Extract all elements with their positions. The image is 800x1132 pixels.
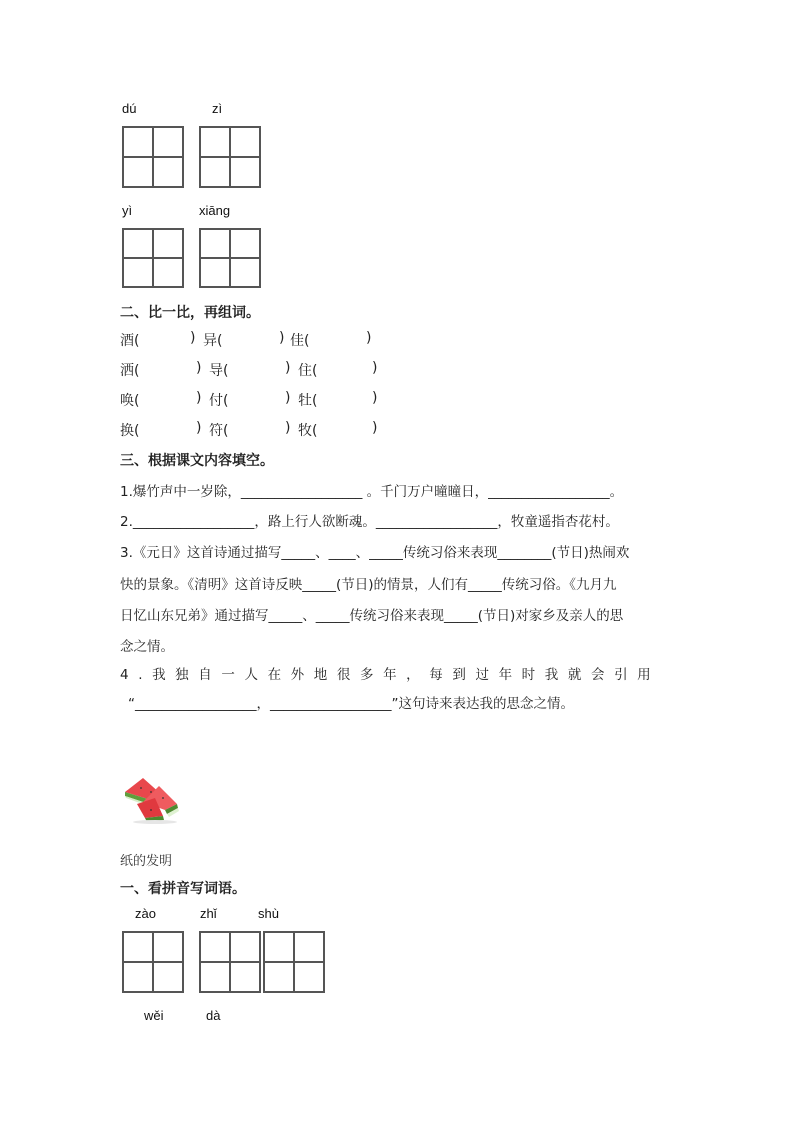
pinyin-zhi: zhǐ (200, 906, 217, 921)
fill-line: 念之情。 (120, 639, 174, 655)
blank-close[interactable]: ) (279, 330, 285, 346)
writing-grid[interactable] (199, 931, 261, 993)
pinyin-wei: wěi (144, 1008, 164, 1023)
blank-close[interactable]: ) (196, 420, 202, 436)
compare-char: 符( (209, 423, 229, 439)
fill-line[interactable]: “__________________，__________________”这句诗来表达我的思念之情。 (128, 696, 574, 712)
blank-close[interactable]: ) (285, 420, 291, 436)
fill-line[interactable]: 3.《元日》这首诗通过描写_____、____、_____传统习俗来表现________(节日)热闹欢 (120, 545, 630, 561)
compare-char: 住( (298, 363, 318, 379)
pinyin-yi: yì (122, 203, 133, 218)
fill-line[interactable]: 快的景象。《清明》这首诗反映_____(节日)的情景，人们有_____传统习俗。《九月九 (120, 577, 617, 593)
writing-grid[interactable] (263, 931, 325, 993)
fill-line: 4.我独自一人在外地很多年，每到过年时我就会引用 (120, 667, 661, 683)
section-heading: 二、比一比，再组词。 (120, 305, 260, 321)
writing-grid[interactable] (199, 126, 261, 188)
fill-line[interactable]: 1.爆竹声中一岁除，__________________ 。千门万户曈曈日，__________________。 (120, 484, 624, 500)
section-heading: 三、根据课文内容填空。 (120, 453, 274, 469)
compare-char: 牧( (298, 423, 318, 439)
compare-char: 导( (209, 363, 229, 379)
compare-char: 唤( (120, 393, 140, 409)
blank-close[interactable]: ) (196, 360, 202, 376)
blank-close[interactable]: ) (372, 420, 378, 436)
pinyin-du: dú (122, 101, 137, 116)
fill-line[interactable]: 日忆山东兄弟》通过描写_____、_____传统习俗来表现_____(节日)对家乡及亲人的思 (120, 608, 624, 624)
blank-close[interactable]: ) (366, 330, 372, 346)
fill-line[interactable]: 2.__________________，路上行人欲断魂。__________________，牧童遥指杏花村。 (120, 514, 619, 530)
compare-char: 换( (120, 423, 140, 439)
blank-close[interactable]: ) (190, 330, 196, 346)
writing-grid[interactable] (122, 126, 184, 188)
blank-close[interactable]: ) (285, 360, 291, 376)
blank-close[interactable]: ) (372, 360, 378, 376)
compare-char: 异( (203, 333, 223, 349)
blank-close[interactable]: ) (285, 390, 291, 406)
pinyin-zao: zào (135, 906, 156, 921)
writing-grid[interactable] (122, 228, 184, 288)
section-heading: 一、看拼音写词语。 (120, 881, 246, 897)
pinyin-shu: shù (258, 906, 279, 921)
compare-char: 牡( (298, 393, 318, 409)
watermelon-slice-icon (121, 772, 183, 824)
writing-grid[interactable] (199, 228, 261, 288)
compare-char: 付( (209, 393, 229, 409)
pinyin-xiang: xiāng (199, 203, 231, 218)
compare-char: 佳( (290, 333, 310, 349)
writing-grid[interactable] (122, 931, 184, 993)
compare-char: 酒( (120, 333, 140, 349)
blank-close[interactable]: ) (196, 390, 202, 406)
blank-close[interactable]: ) (372, 390, 378, 406)
pinyin-da: dà (206, 1008, 221, 1023)
compare-char: 洒( (120, 363, 140, 379)
lesson-title: 纸的发明 (120, 854, 173, 869)
pinyin-zi: zì (212, 101, 223, 116)
